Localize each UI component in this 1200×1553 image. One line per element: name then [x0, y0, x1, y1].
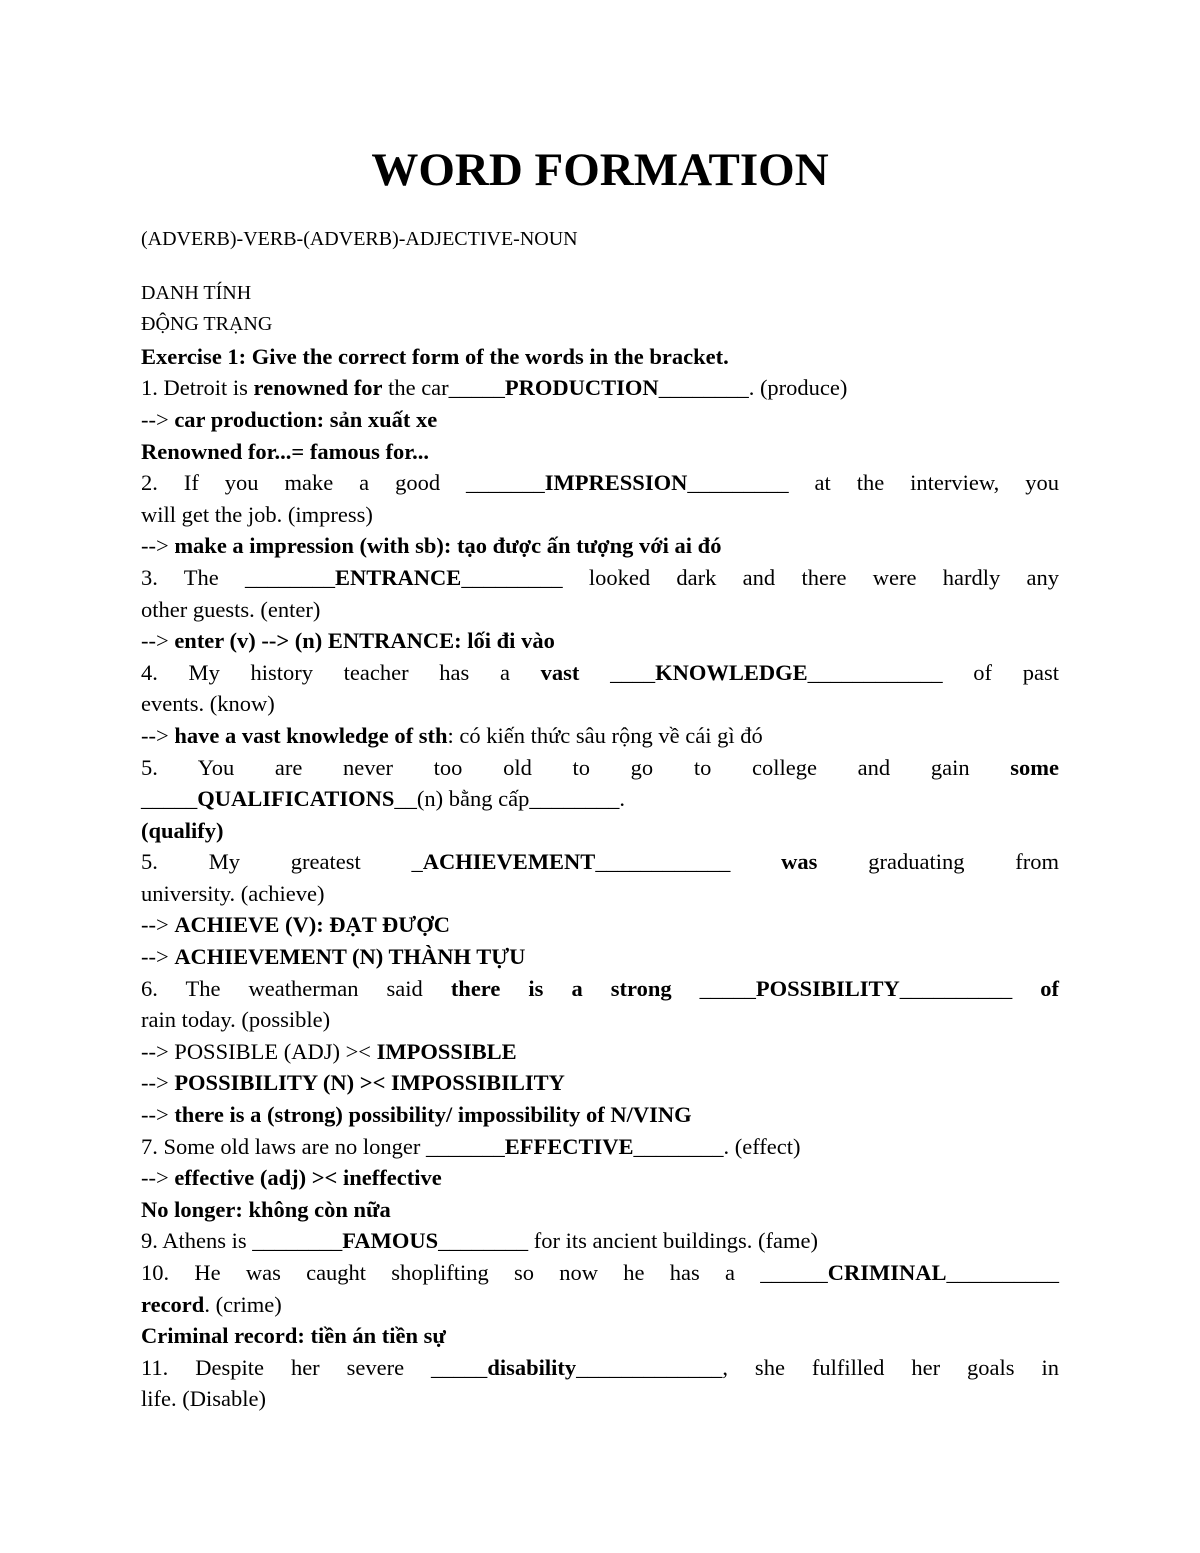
question-5b: 5. My greatest _ACHIEVEMENT____________ was graduating from [141, 849, 1060, 875]
answer-10: CRIMINAL [827, 1260, 947, 1285]
answer-5: QUALIFICATIONS [197, 786, 395, 812]
question-6-cont: rain today. (possible) [141, 1007, 331, 1033]
note-7: --> effective (adj) >< ineffective [141, 1165, 442, 1191]
note-10-extra: Criminal record: tiền án tiền sự [141, 1323, 446, 1349]
page-title: WORD FORMATION [371, 144, 829, 196]
answer-11: disability [487, 1354, 577, 1380]
question-2: 2. If you make a good _______IMPRESSION_________ at the interview, you [141, 470, 1059, 496]
answer-5b: ACHIEVEMENT [422, 849, 596, 875]
question-5-word: (qualify) [141, 817, 224, 843]
question-10: 10. He was caught shoplifting so now he has a ______CRIMINAL__________ [141, 1260, 1059, 1285]
answer-1: PRODUCTION [504, 375, 659, 401]
question-5b-cont: university. (achieve) [141, 880, 325, 906]
note-1-extra: Renowned for...= famous for... [141, 438, 430, 464]
question-2-cont: will get the job. (impress) [141, 501, 373, 527]
question-1: 1. Detroit is renowned for the car_____PRODUCTION________. (produce) [141, 375, 848, 401]
mnemonic-line-1: DANH TÍNH [141, 281, 252, 304]
question-11-cont: life. (Disable) [141, 1386, 266, 1412]
answer-9: FAMOUS [342, 1228, 439, 1254]
note-4: --> have a vast knowledge of sth: có kiến thức sâu rộng về cái gì đó [141, 722, 763, 748]
question-4: 4. My history teacher has a vast ____KNOWLEDGE____________ of past [141, 659, 1059, 685]
note-3: --> enter (v) --> (n) ENTRANCE: lối đi vào [141, 628, 555, 654]
note-6-1: --> POSSIBLE (ADJ) >< IMPOSSIBLE [141, 1038, 517, 1064]
question-11: 11. Despite her severe _____disability_____________, she fulfilled her goals in [141, 1354, 1059, 1380]
question-6: 6. The weatherman said there is a strong _____POSSIBILITY__________ of [141, 975, 1060, 1001]
question-3-cont: other guests. (enter) [141, 596, 321, 622]
note-5b-2: --> ACHIEVEMENT (N) THÀNH TỰU [141, 944, 526, 970]
note-6-2: --> POSSIBILITY (N) >< IMPOSSIBILITY [141, 1070, 565, 1096]
question-9: 9. Athens is ________FAMOUS________ for its ancient buildings. (fame) [141, 1228, 819, 1254]
document-body [141, 224, 1059, 1415]
note-2: --> make a impression (with sb): tạo được ấn tượng với ai đó [141, 533, 722, 559]
mnemonic-line-2: ĐỘNG TRẠNG [141, 313, 273, 336]
answer-4: KNOWLEDGE [655, 659, 808, 685]
formula-line: (ADVERB)-VERB-(ADVERB)-ADJECTIVE-NOUN [141, 228, 578, 250]
question-10-cont: record. (crime) [141, 1291, 282, 1317]
question-3: 3. The ________ENTRANCE_________ looked dark and there were hardly any [141, 564, 1059, 590]
answer-3: ENTRANCE [335, 564, 462, 590]
note-5b-1: --> ACHIEVE (V): ĐẠT ĐƯỢC [141, 912, 450, 938]
question-5: 5. You are never too old to go to college and gain some [141, 754, 1059, 780]
note-6-3: --> there is a (strong) possibility/ impossibility of N/VING [141, 1102, 692, 1128]
answer-2: IMPRESSION [544, 470, 688, 496]
question-7: 7. Some old laws are no longer _______EFFECTIVE________. (effect) [141, 1133, 801, 1159]
note-1: --> car production: sản xuất xe [141, 406, 438, 432]
answer-7: EFFECTIVE [504, 1133, 634, 1159]
question-4-cont: events. (know) [141, 691, 275, 717]
question-5-cont: _____QUALIFICATIONS__(n) bằng cấp________. [141, 786, 625, 812]
answer-6: POSSIBILITY [755, 975, 900, 1001]
note-7-extra: No longer: không còn nữa [141, 1196, 391, 1222]
exercise-heading: Exercise 1: Give the correct form of the words in the bracket. [141, 343, 729, 369]
